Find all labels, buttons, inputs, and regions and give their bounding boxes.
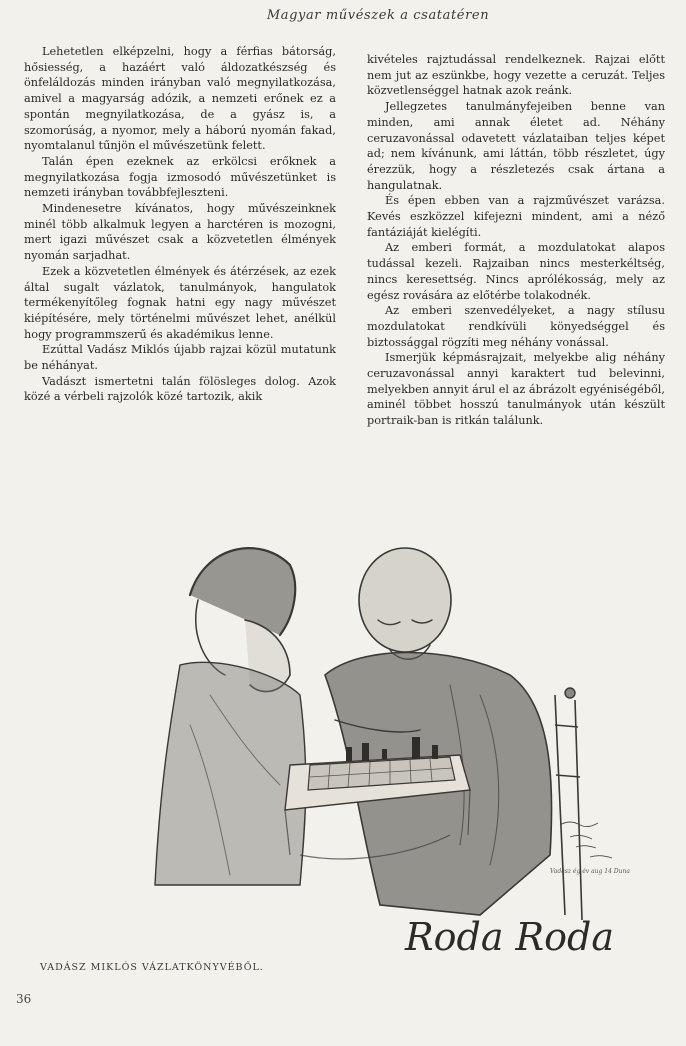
figure-caption: VADÁSZ MIKLÓS VÁZLATKÖNYVÉBŐL.	[40, 962, 264, 973]
paragraph: Mindenesetre kívánatos, hogy művészeinknek minél több alkalmuk legyen a harctéren is mozogni, mert igazi művészet csak a közvetetlen élmények nyomán sarjadhat.	[24, 202, 336, 263]
chair	[555, 688, 582, 920]
paragraph: Az emberi szenvedélyeket, a nagy stílusu mozdulatokat rendkívüli könyedséggel és biztossággal rögzíti meg néhány vonással.	[367, 304, 665, 349]
signature-text: Vadász ég év aug 14 Duna	[550, 868, 630, 875]
sketch-drawing	[150, 525, 660, 965]
right-player-figure	[325, 548, 552, 915]
running-head: Magyar művészek a csatatéren	[266, 8, 490, 23]
paragraph: Ezúttal Vadász Miklós újabb rajzai közül mutatunk be néhányat.	[24, 343, 336, 373]
paragraph: Ezek a közvetetlen élmények és átérzések, az ezek által sugalt vázlatok, tanulmányok, hangulatok termékenyítőleg fognak hatni egy nagy művészet kiépítésére, mely történelmi művészet lehet, anélkül hogy programmszerű és akadémikus lenne.	[24, 264, 336, 341]
paragraph: Jellegzetes tanulmányfejeiben benne van minden, ami annak életet ad. Néhány ceruzavonással odavetett vázlataiban teljes képet ad; nem kívánunk, ami láttán, több részletet, úgy érezzük, hogy a részletezés csak ártana a hangulatnak.	[367, 100, 665, 192]
left-text-column	[24, 44, 336, 405]
paragraph-continued: kivételes rajztudással rendelkeznek. Rajzai előtt nem jut az eszünkbe, hogy vezette a ceruzát. Teljes közvetlenséggel hatnak azok reánk.	[367, 53, 665, 98]
right-text-column	[367, 52, 665, 429]
chess-sketch-illustration	[150, 525, 660, 965]
handwritten-title: Roda Roda	[405, 915, 615, 959]
left-player-figure	[155, 548, 306, 885]
paragraph: Lehetetlen elképzelni, hogy a férfias bátorság, hősiesség, a hazáért való áldozatkészség és önfeláldozás minden irányban való megnyilatkozása, amivel a magyarság adózik, a nemzeti erőnek ez a spontán megnyilatkozása, de a gyász is, a szomorúság, a nyomor, mely a háború nyomán fakad, nyomtalanul tűnjön el művészetünk felett.	[24, 45, 336, 153]
paragraph: Vadászt ismertetni talán fölösleges dolog. Azok közé a vérbeli rajzolók közé tartozik, akik	[24, 374, 336, 404]
artist-signature	[560, 822, 612, 858]
paragraph: És épen ebben van a rajzművészet varázsa. Kevés eszközzel kifejezni mindent, ami a néző fantáziáját kielégíti.	[367, 194, 665, 239]
paragraph: Ismerjük képmásrajzait, melyekbe alig néhány ceruzavonással annyi karaktert tud belevinni, melyekben annyit árul el az ábrázolt egyéniségéből, aminél többet hosszú tanulmányok után készült portraik-ban is ritkán találunk.	[367, 351, 666, 428]
paragraph: Az emberi formát, a mozdulatokat alapos tudással kezeli. Rajzaiban nincs mesterkéltség, nincs keresettség. Nincs aprólékosság, mely az egész rovására az előtérbe tolakodnék.	[367, 241, 665, 302]
page-number: 36	[16, 992, 32, 1006]
paragraph: Talán épen ezeknek az erkölcsi erőknek a megnyilatkozása fogja izmosodó művészetünket is nemzeti irányban továbbfejleszteni.	[24, 154, 336, 200]
